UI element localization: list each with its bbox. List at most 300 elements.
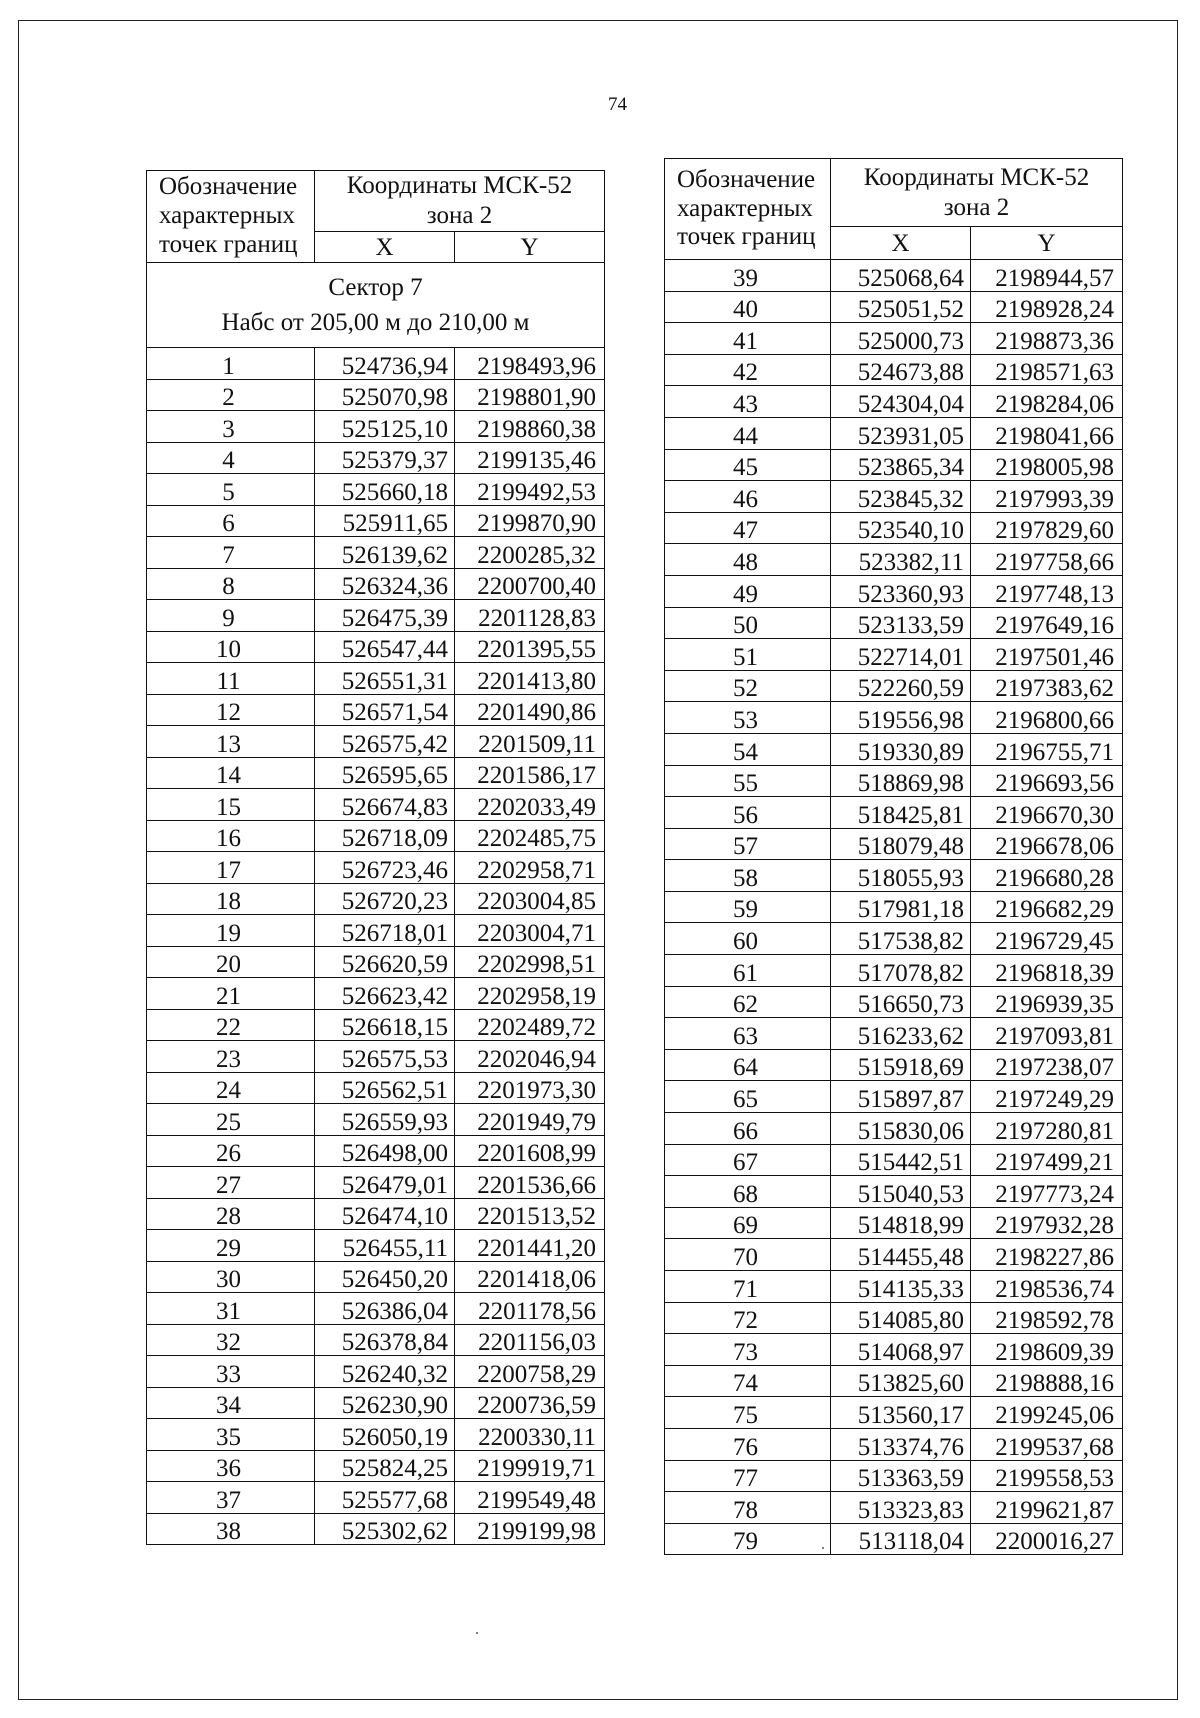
table-row bbox=[665, 828, 1123, 860]
point-number: 52 bbox=[665, 670, 831, 702]
table-row bbox=[665, 323, 1123, 355]
point-number: 76 bbox=[665, 1428, 831, 1460]
point-number: 78 bbox=[665, 1492, 831, 1524]
x-coordinate: 525051,52 bbox=[831, 291, 971, 323]
x-coordinate: 523360,93 bbox=[831, 575, 971, 607]
y-coordinate: 2198873,36 bbox=[971, 323, 1123, 355]
y-coordinate: 2198928,24 bbox=[971, 291, 1123, 323]
table-row bbox=[147, 789, 605, 821]
point-number: 61 bbox=[665, 955, 831, 987]
y-coordinate: 2199245,06 bbox=[971, 1397, 1123, 1429]
scan-speck bbox=[822, 1547, 824, 1549]
table-row bbox=[147, 1261, 605, 1293]
point-number: 25 bbox=[147, 1104, 315, 1136]
y-coordinate: 2202485,75 bbox=[455, 820, 605, 852]
y-coordinate: 2196678,06 bbox=[971, 828, 1123, 860]
point-number: 70 bbox=[665, 1239, 831, 1271]
y-coordinate: 2201128,83 bbox=[455, 600, 605, 632]
point-number: 48 bbox=[665, 544, 831, 576]
header-points-label: Обозначение характерных точек границ bbox=[147, 171, 315, 263]
header-coords-title bbox=[315, 171, 605, 232]
y-coordinate: 2197501,46 bbox=[971, 639, 1123, 671]
point-number: 54 bbox=[665, 733, 831, 765]
coordinates-table-right bbox=[664, 158, 1123, 1555]
point-number: 53 bbox=[665, 702, 831, 734]
sector-height-range: Набс от 205,00 м до 210,00 м bbox=[221, 309, 530, 336]
x-coordinate: 518425,81 bbox=[831, 797, 971, 829]
y-coordinate: 2198888,16 bbox=[971, 1365, 1123, 1397]
header-y: Y bbox=[455, 232, 605, 263]
point-number: 33 bbox=[147, 1356, 315, 1388]
table-row bbox=[665, 1523, 1123, 1555]
y-coordinate: 2198493,96 bbox=[455, 348, 605, 380]
x-coordinate: 525070,98 bbox=[315, 379, 455, 411]
x-coordinate: 526575,42 bbox=[315, 726, 455, 758]
table-row bbox=[665, 1176, 1123, 1208]
y-coordinate: 2202998,51 bbox=[455, 946, 605, 978]
x-coordinate: 524304,04 bbox=[831, 386, 971, 418]
point-number: 64 bbox=[665, 1049, 831, 1081]
table-row bbox=[665, 1492, 1123, 1524]
y-coordinate: 2197093,81 bbox=[971, 1018, 1123, 1050]
table-row bbox=[665, 1271, 1123, 1303]
y-coordinate: 2196818,39 bbox=[971, 955, 1123, 987]
y-coordinate: 2197649,16 bbox=[971, 607, 1123, 639]
y-coordinate: 2201395,55 bbox=[455, 631, 605, 663]
y-coordinate: 2200700,40 bbox=[455, 568, 605, 600]
x-coordinate: 515442,51 bbox=[831, 1144, 971, 1176]
point-number: 24 bbox=[147, 1072, 315, 1104]
y-coordinate: 2198536,74 bbox=[971, 1271, 1123, 1303]
x-coordinate: 526595,65 bbox=[315, 757, 455, 789]
point-number: 13 bbox=[147, 726, 315, 758]
table-row bbox=[665, 1144, 1123, 1176]
point-number: 75 bbox=[665, 1397, 831, 1429]
point-number: 46 bbox=[665, 481, 831, 513]
x-coordinate: 526450,20 bbox=[315, 1261, 455, 1293]
x-coordinate: 526455,11 bbox=[315, 1230, 455, 1262]
point-number: 11 bbox=[147, 663, 315, 695]
header-coords-title bbox=[831, 159, 1123, 227]
table-row bbox=[665, 481, 1123, 513]
x-coordinate: 525000,73 bbox=[831, 323, 971, 355]
point-number: 77 bbox=[665, 1460, 831, 1492]
table-row bbox=[665, 986, 1123, 1018]
y-coordinate: 2196682,29 bbox=[971, 891, 1123, 923]
header-y: Y bbox=[971, 227, 1123, 260]
table-row bbox=[665, 260, 1123, 292]
table-row bbox=[147, 915, 605, 947]
x-coordinate: 526139,62 bbox=[315, 537, 455, 569]
x-coordinate: 526618,15 bbox=[315, 1009, 455, 1041]
coordinates-table-left bbox=[146, 170, 605, 1545]
table-row bbox=[147, 379, 605, 411]
y-coordinate: 2201586,17 bbox=[455, 757, 605, 789]
x-coordinate: 526386,04 bbox=[315, 1293, 455, 1325]
x-coordinate: 514135,33 bbox=[831, 1271, 971, 1303]
point-number: 74 bbox=[665, 1365, 831, 1397]
table-row bbox=[665, 1334, 1123, 1366]
point-number: 62 bbox=[665, 986, 831, 1018]
table-row bbox=[147, 1482, 605, 1514]
x-coordinate: 514455,48 bbox=[831, 1239, 971, 1271]
table-row bbox=[665, 1428, 1123, 1460]
y-coordinate: 2202033,49 bbox=[455, 789, 605, 821]
x-coordinate: 525302,62 bbox=[315, 1513, 455, 1545]
table-row bbox=[147, 600, 605, 632]
table-row bbox=[147, 1513, 605, 1545]
y-coordinate: 2199537,68 bbox=[971, 1428, 1123, 1460]
table-row bbox=[147, 1198, 605, 1230]
point-number: 40 bbox=[665, 291, 831, 323]
y-coordinate: 2197280,81 bbox=[971, 1113, 1123, 1145]
y-coordinate: 2197758,66 bbox=[971, 544, 1123, 576]
y-coordinate: 2200330,11 bbox=[455, 1419, 605, 1451]
point-number: 12 bbox=[147, 694, 315, 726]
point-number: 20 bbox=[147, 946, 315, 978]
table-row bbox=[147, 568, 605, 600]
y-coordinate: 2199919,71 bbox=[455, 1450, 605, 1482]
table-row bbox=[147, 1135, 605, 1167]
y-coordinate: 2201178,56 bbox=[455, 1293, 605, 1325]
point-number: 60 bbox=[665, 923, 831, 955]
point-number: 27 bbox=[147, 1167, 315, 1199]
x-coordinate: 518079,48 bbox=[831, 828, 971, 860]
x-coordinate: 513560,17 bbox=[831, 1397, 971, 1429]
point-number: 36 bbox=[147, 1450, 315, 1482]
table-row bbox=[147, 1230, 605, 1262]
y-coordinate: 2201441,20 bbox=[455, 1230, 605, 1262]
table-row bbox=[665, 607, 1123, 639]
y-coordinate: 2199558,53 bbox=[971, 1460, 1123, 1492]
table-row bbox=[147, 663, 605, 695]
point-number: 23 bbox=[147, 1041, 315, 1073]
y-coordinate: 2197499,21 bbox=[971, 1144, 1123, 1176]
table-row bbox=[147, 1324, 605, 1356]
y-coordinate: 2199870,90 bbox=[455, 505, 605, 537]
table-row bbox=[665, 891, 1123, 923]
table-row bbox=[665, 670, 1123, 702]
x-coordinate: 526324,36 bbox=[315, 568, 455, 600]
table-row bbox=[665, 923, 1123, 955]
y-coordinate: 2201513,52 bbox=[455, 1198, 605, 1230]
table-row bbox=[665, 733, 1123, 765]
header-coords-zone: зона 2 bbox=[426, 202, 493, 229]
point-number: 63 bbox=[665, 1018, 831, 1050]
point-number: 7 bbox=[147, 537, 315, 569]
point-number: 29 bbox=[147, 1230, 315, 1262]
x-coordinate: 516233,62 bbox=[831, 1018, 971, 1050]
table-row bbox=[665, 1302, 1123, 1334]
header-points-label: Обозначение характерных точек границ bbox=[665, 159, 831, 260]
y-coordinate: 2198041,66 bbox=[971, 417, 1123, 449]
y-coordinate: 2201413,80 bbox=[455, 663, 605, 695]
x-coordinate: 513363,59 bbox=[831, 1460, 971, 1492]
table-row bbox=[665, 955, 1123, 987]
table-row bbox=[665, 1397, 1123, 1429]
y-coordinate: 2197238,07 bbox=[971, 1049, 1123, 1081]
point-number: 18 bbox=[147, 883, 315, 915]
x-coordinate: 526559,93 bbox=[315, 1104, 455, 1136]
point-number: 42 bbox=[665, 354, 831, 386]
table-row bbox=[665, 291, 1123, 323]
table-row bbox=[147, 883, 605, 915]
point-number: 68 bbox=[665, 1176, 831, 1208]
table-row bbox=[665, 386, 1123, 418]
y-coordinate: 2200758,29 bbox=[455, 1356, 605, 1388]
table-row bbox=[665, 1018, 1123, 1050]
x-coordinate: 525660,18 bbox=[315, 474, 455, 506]
x-coordinate: 526562,51 bbox=[315, 1072, 455, 1104]
table-row bbox=[665, 449, 1123, 481]
point-number: 15 bbox=[147, 789, 315, 821]
x-coordinate: 522260,59 bbox=[831, 670, 971, 702]
x-coordinate: 525379,37 bbox=[315, 442, 455, 474]
table-row bbox=[665, 1049, 1123, 1081]
x-coordinate: 516650,73 bbox=[831, 986, 971, 1018]
point-number: 8 bbox=[147, 568, 315, 600]
table-row bbox=[665, 1207, 1123, 1239]
point-number: 2 bbox=[147, 379, 315, 411]
point-number: 66 bbox=[665, 1113, 831, 1145]
table-row bbox=[665, 512, 1123, 544]
y-coordinate: 2197773,24 bbox=[971, 1176, 1123, 1208]
right-table-body bbox=[665, 260, 1123, 1555]
table-row bbox=[147, 757, 605, 789]
header-coords-system: Координаты МСК-52 bbox=[346, 172, 573, 199]
y-coordinate: 2196693,56 bbox=[971, 765, 1123, 797]
point-number: 19 bbox=[147, 915, 315, 947]
y-coordinate: 2199492,53 bbox=[455, 474, 605, 506]
y-coordinate: 2198944,57 bbox=[971, 260, 1123, 292]
point-number: 3 bbox=[147, 411, 315, 443]
header-coords-system: Координаты МСК-52 bbox=[863, 163, 1090, 191]
x-coordinate: 523845,32 bbox=[831, 481, 971, 513]
point-number: 28 bbox=[147, 1198, 315, 1230]
point-number: 16 bbox=[147, 820, 315, 852]
y-coordinate: 2202489,72 bbox=[455, 1009, 605, 1041]
point-number: 56 bbox=[665, 797, 831, 829]
point-number: 73 bbox=[665, 1334, 831, 1366]
y-coordinate: 2197748,13 bbox=[971, 575, 1123, 607]
point-number: 43 bbox=[665, 386, 831, 418]
table-row bbox=[147, 1356, 605, 1388]
x-coordinate: 524673,88 bbox=[831, 354, 971, 386]
point-number: 59 bbox=[665, 891, 831, 923]
sector-title: Сектор 7 bbox=[328, 274, 423, 301]
x-coordinate: 526571,54 bbox=[315, 694, 455, 726]
x-coordinate: 523865,34 bbox=[831, 449, 971, 481]
table-row bbox=[147, 631, 605, 663]
table-row bbox=[147, 1009, 605, 1041]
y-coordinate: 2198609,39 bbox=[971, 1334, 1123, 1366]
table-row bbox=[147, 1387, 605, 1419]
point-number: 34 bbox=[147, 1387, 315, 1419]
point-number: 31 bbox=[147, 1293, 315, 1325]
table-row bbox=[665, 575, 1123, 607]
y-coordinate: 2198571,63 bbox=[971, 354, 1123, 386]
x-coordinate: 523540,10 bbox=[831, 512, 971, 544]
y-coordinate: 2200016,27 bbox=[971, 1523, 1123, 1555]
table-row bbox=[665, 860, 1123, 892]
point-number: 30 bbox=[147, 1261, 315, 1293]
table-row bbox=[147, 1419, 605, 1451]
table-row bbox=[147, 852, 605, 884]
table-row bbox=[665, 1081, 1123, 1113]
y-coordinate: 2199199,98 bbox=[455, 1513, 605, 1545]
table-row bbox=[147, 474, 605, 506]
point-number: 72 bbox=[665, 1302, 831, 1334]
x-coordinate: 524736,94 bbox=[315, 348, 455, 380]
point-number: 67 bbox=[665, 1144, 831, 1176]
point-number: 22 bbox=[147, 1009, 315, 1041]
x-coordinate: 526498,00 bbox=[315, 1135, 455, 1167]
table-row bbox=[147, 537, 605, 569]
x-coordinate: 525068,64 bbox=[831, 260, 971, 292]
x-coordinate: 526575,53 bbox=[315, 1041, 455, 1073]
x-coordinate: 526475,39 bbox=[315, 600, 455, 632]
point-number: 45 bbox=[665, 449, 831, 481]
y-coordinate: 2198005,98 bbox=[971, 449, 1123, 481]
x-coordinate: 513374,76 bbox=[831, 1428, 971, 1460]
x-coordinate: 519330,89 bbox=[831, 733, 971, 765]
x-coordinate: 526474,10 bbox=[315, 1198, 455, 1230]
table-row bbox=[147, 348, 605, 380]
point-number: 65 bbox=[665, 1081, 831, 1113]
x-coordinate: 517078,82 bbox=[831, 955, 971, 987]
y-coordinate: 2202046,94 bbox=[455, 1041, 605, 1073]
x-coordinate: 519556,98 bbox=[831, 702, 971, 734]
point-number: 51 bbox=[665, 639, 831, 671]
x-coordinate: 526479,01 bbox=[315, 1167, 455, 1199]
x-coordinate: 517538,82 bbox=[831, 923, 971, 955]
point-number: 57 bbox=[665, 828, 831, 860]
point-number: 14 bbox=[147, 757, 315, 789]
x-coordinate: 526623,42 bbox=[315, 978, 455, 1010]
y-coordinate: 2196800,66 bbox=[971, 702, 1123, 734]
x-coordinate: 523133,59 bbox=[831, 607, 971, 639]
table-row bbox=[665, 1239, 1123, 1271]
x-coordinate: 526547,44 bbox=[315, 631, 455, 663]
table-row bbox=[147, 1072, 605, 1104]
x-coordinate: 526718,01 bbox=[315, 915, 455, 947]
table-row bbox=[147, 1293, 605, 1325]
point-number: 35 bbox=[147, 1419, 315, 1451]
y-coordinate: 2199549,48 bbox=[455, 1482, 605, 1514]
x-coordinate: 525125,10 bbox=[315, 411, 455, 443]
point-number: 4 bbox=[147, 442, 315, 474]
point-number: 5 bbox=[147, 474, 315, 506]
y-coordinate: 2199135,46 bbox=[455, 442, 605, 474]
point-number: 71 bbox=[665, 1271, 831, 1303]
point-number: 79 bbox=[665, 1523, 831, 1555]
point-number: 26 bbox=[147, 1135, 315, 1167]
page-number: 74 bbox=[608, 94, 627, 115]
y-coordinate: 2198227,86 bbox=[971, 1239, 1123, 1271]
y-coordinate: 2200736,59 bbox=[455, 1387, 605, 1419]
point-number: 1 bbox=[147, 348, 315, 380]
y-coordinate: 2198592,78 bbox=[971, 1302, 1123, 1334]
x-coordinate: 515918,69 bbox=[831, 1049, 971, 1081]
point-number: 41 bbox=[665, 323, 831, 355]
x-coordinate: 517981,18 bbox=[831, 891, 971, 923]
x-coordinate: 514068,97 bbox=[831, 1334, 971, 1366]
x-coordinate: 526620,59 bbox=[315, 946, 455, 978]
point-number: 17 bbox=[147, 852, 315, 884]
y-coordinate: 2201973,30 bbox=[455, 1072, 605, 1104]
y-coordinate: 2198860,38 bbox=[455, 411, 605, 443]
x-coordinate: 518055,93 bbox=[831, 860, 971, 892]
y-coordinate: 2196670,30 bbox=[971, 797, 1123, 829]
table-row bbox=[665, 1460, 1123, 1492]
table-row bbox=[665, 639, 1123, 671]
point-number: 49 bbox=[665, 575, 831, 607]
point-number: 47 bbox=[665, 512, 831, 544]
x-coordinate: 525577,68 bbox=[315, 1482, 455, 1514]
x-coordinate: 513825,60 bbox=[831, 1365, 971, 1397]
table-row bbox=[147, 442, 605, 474]
x-coordinate: 514085,80 bbox=[831, 1302, 971, 1334]
point-number: 9 bbox=[147, 600, 315, 632]
x-coordinate: 526723,46 bbox=[315, 852, 455, 884]
x-coordinate: 523931,05 bbox=[831, 417, 971, 449]
x-coordinate: 523382,11 bbox=[831, 544, 971, 576]
table-row bbox=[147, 411, 605, 443]
table-row bbox=[665, 544, 1123, 576]
point-number: 21 bbox=[147, 978, 315, 1010]
y-coordinate: 2199621,87 bbox=[971, 1492, 1123, 1524]
x-coordinate: 515830,06 bbox=[831, 1113, 971, 1145]
x-coordinate: 526551,31 bbox=[315, 663, 455, 695]
y-coordinate: 2197932,28 bbox=[971, 1207, 1123, 1239]
table-row bbox=[665, 702, 1123, 734]
table-row bbox=[147, 1450, 605, 1482]
point-number: 39 bbox=[665, 260, 831, 292]
table-row bbox=[665, 417, 1123, 449]
y-coordinate: 2196755,71 bbox=[971, 733, 1123, 765]
y-coordinate: 2201608,99 bbox=[455, 1135, 605, 1167]
x-coordinate: 526720,23 bbox=[315, 883, 455, 915]
point-number: 44 bbox=[665, 417, 831, 449]
y-coordinate: 2197249,29 bbox=[971, 1081, 1123, 1113]
header-coords-zone: зона 2 bbox=[943, 193, 1010, 221]
x-coordinate: 526240,32 bbox=[315, 1356, 455, 1388]
point-number: 6 bbox=[147, 505, 315, 537]
x-coordinate: 514818,99 bbox=[831, 1207, 971, 1239]
y-coordinate: 2197383,62 bbox=[971, 670, 1123, 702]
table-row bbox=[665, 1113, 1123, 1145]
point-number: 50 bbox=[665, 607, 831, 639]
point-number: 58 bbox=[665, 860, 831, 892]
table-row bbox=[147, 505, 605, 537]
x-coordinate: 525911,65 bbox=[315, 505, 455, 537]
table-row bbox=[665, 1365, 1123, 1397]
table-row bbox=[147, 1041, 605, 1073]
x-coordinate: 522714,01 bbox=[831, 639, 971, 671]
point-number: 32 bbox=[147, 1324, 315, 1356]
header-x: X bbox=[831, 227, 971, 260]
table-row bbox=[147, 694, 605, 726]
x-coordinate: 526674,83 bbox=[315, 789, 455, 821]
y-coordinate: 2201156,03 bbox=[455, 1324, 605, 1356]
y-coordinate: 2201418,06 bbox=[455, 1261, 605, 1293]
y-coordinate: 2201490,86 bbox=[455, 694, 605, 726]
y-coordinate: 2198284,06 bbox=[971, 386, 1123, 418]
y-coordinate: 2200285,32 bbox=[455, 537, 605, 569]
header-x: X bbox=[315, 232, 455, 263]
table-row bbox=[147, 1167, 605, 1199]
y-coordinate: 2196729,45 bbox=[971, 923, 1123, 955]
